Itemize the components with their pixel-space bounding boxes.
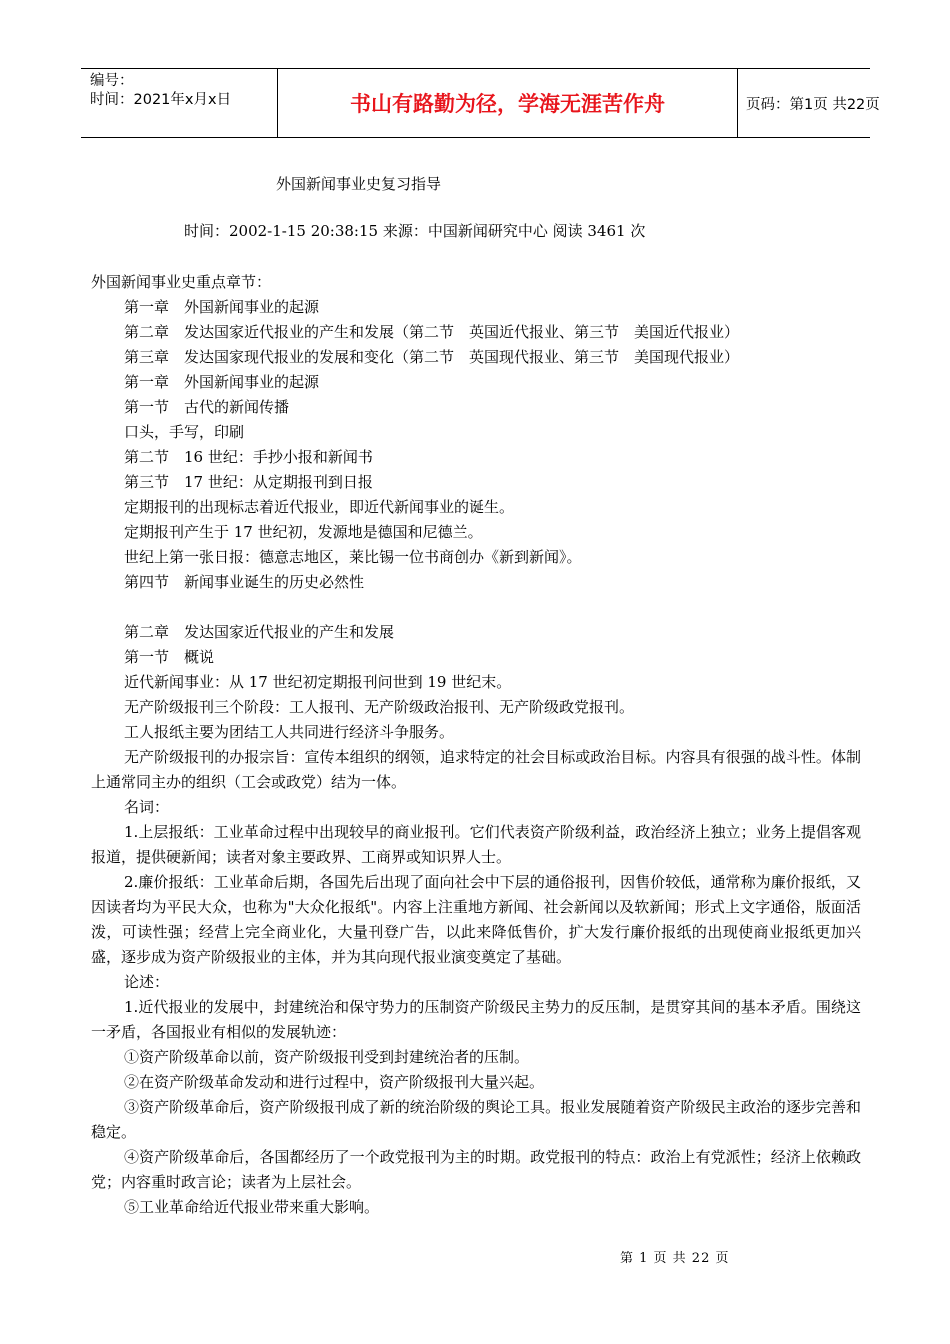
section-heading: 第一节 古代的新闻传播 — [124, 398, 290, 416]
body-line: 工人报纸主要为团结工人共同进行经济斗争服务。 — [124, 723, 455, 741]
section-heading: 第一节 概说 — [124, 648, 215, 666]
chapter-heading: 第一章 外国新闻事业的起源 — [124, 373, 320, 391]
header-info-cell — [81, 69, 278, 137]
time-label: 时间：2021年x月x日 — [90, 92, 232, 108]
section-heading: 第二节 16 世纪：手抄小报和新闻书 — [124, 448, 373, 466]
list-item: ③资产阶级革命后，资产阶级报刊成了新的统治阶级的舆论工具。报业发展随着资产阶级民主政治的逐步完善和稳定。 — [91, 1098, 861, 1141]
term-heading: 名词： — [124, 798, 170, 816]
body-line: 第二章 发达国家近代报业的产生和发展（第二节 英国近代报业、第三节 美国近代报业） — [124, 323, 740, 341]
section-heading: 外国新闻事业史重点章节： — [91, 273, 272, 291]
document-body — [91, 270, 861, 1220]
body-line: 第三章 发达国家现代报业的发展和变化（第二节 英国现代报业、第三节 美国现代报业） — [124, 348, 740, 366]
list-item: ①资产阶级革命以前，资产阶级报刊受到封建统治者的压制。 — [124, 1048, 530, 1066]
number-label: 编号： — [90, 73, 134, 89]
header-table — [81, 68, 880, 138]
header-page-info: 页码：第1页 共22页 — [746, 96, 880, 113]
body-line: 定期报刊的出现标志着近代报业，即近代新闻事业的诞生。 — [124, 498, 515, 516]
section-heading: 第三节 17 世纪：从定期报刊到日报 — [124, 473, 373, 491]
body-line: 口头，手写，印刷 — [124, 423, 245, 441]
discussion-heading: 论述： — [124, 973, 170, 991]
document-meta: 时间：2002-1-15 20:38:15 来源：中国新闻研究中心 阅读 3461 次 — [184, 222, 646, 240]
body-paragraph: 1.近代报业的发展中，封建统治和保守势力的压制资产阶级民主势力的反压制，是贯穿其间的基本矛盾。围绕这一矛盾，各国报业有相似的发展轨迹： — [91, 998, 861, 1041]
section-heading: 第四节 新闻事业诞生的历史必然性 — [124, 573, 365, 591]
body-line: 无产阶级报刊三个阶段：工人报刊、无产阶级政治报刊、无产阶级政党报刊。 — [124, 698, 635, 716]
list-item: ②在资产阶级革命发动和进行过程中，资产阶级报刊大量兴起。 — [124, 1073, 545, 1091]
chapter-heading: 第二章 发达国家近代报业的产生和发展 — [124, 623, 395, 641]
list-item: ⑤工业革命给近代报业带来重大影响。 — [124, 1198, 380, 1216]
body-paragraph: 无产阶级报刊的办报宗旨：宣传本组织的纲领，追求特定的社会目标或政治目标。内容具有很强的战斗性。体制上通常同主办的组织（工会或政党）结为一体。 — [91, 748, 861, 791]
document-title: 外国新闻事业史复习指导 — [276, 175, 442, 193]
list-item: ④资产阶级革命后，各国都经历了一个政党报刊为主的时期。政党报刊的特点：政治上有党派性；经济上依赖政党；内容重时政言论；读者为上层社会。 — [91, 1148, 861, 1191]
body-paragraph: 1.上层报纸：工业革命过程中出现较早的商业报刊。它们代表资产阶级利益，政治经济上独立；业务上提倡客观报道，提供硬新闻；读者对象主要政界、工商界或知识界人士。 — [91, 823, 861, 866]
body-paragraph: 2.廉价报纸：工业革命后期，各国先后出现了面向社会中下层的通俗报刊，因售价较低，通常称为廉价报纸，又因读者均为平民大众，也称为"大众化报纸"。内容上注重地方新闻、社会新闻以及软新闻；形式上文字通俗，版面活泼，可读性强；经营上完全商业化，大量刊登广告，以此来降低售价，扩大发行廉价报纸的出现使商业报纸更加兴盛，逐步成为资产阶级报业的主体，并为其向现代报业演变奠定了基础。 — [91, 873, 861, 966]
body-line: 第一章 外国新闻事业的起源 — [124, 298, 320, 316]
body-line: 近代新闻事业：从 17 世纪初定期报刊问世到 19 世纪末。 — [124, 673, 512, 691]
page-footer: 第 1 页 共 22 页 — [620, 1251, 730, 1266]
motto: 书山有路勤为径，学海无涯苦作舟 — [278, 69, 738, 137]
body-line: 定期报刊产生于 17 世纪初，发源地是德国和尼德兰。 — [124, 523, 483, 541]
blank-line — [91, 595, 861, 620]
body-line: 世纪上第一张日报：德意志地区，莱比锡一位书商创办《新到新闻》。 — [124, 548, 582, 566]
